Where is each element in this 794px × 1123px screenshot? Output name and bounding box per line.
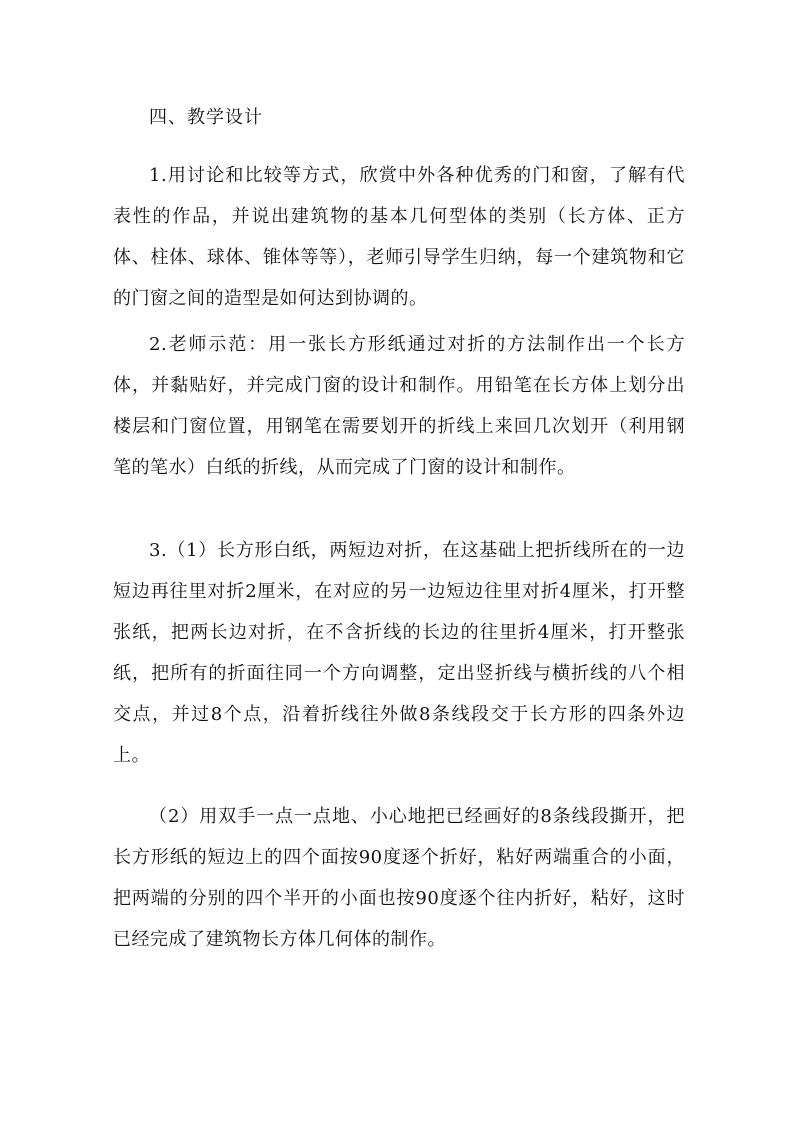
paragraph-3: 3.（1）长方形白纸，两短边对折，在这基础上把折线所在的一边短边再往里对折2厘米，在对应的另一边短边往里对折4厘米，打开整张纸，把两长边对折，在不含折线的长边的往里折4厘米，打开整张纸，把所有的折面往同一个方向调整，定出竖折线与横折线的八个相交点，并过8个点，沿着折线往外做8条线段交于长方形的四条外边上。 [113,540,685,766]
paragraph-2: 2.老师示范：用一张长方形纸通过对折的方法制作出一个长方体，并黏贴好，并完成门窗的设计和制作。用铅笔在长方体上划分出楼层和门窗位置，用钢笔在需要划开的折线上来回几次划开（利用钢笔的笔水）白纸的折线，从而完成了门窗的设计和制作。 [113,334,685,478]
paragraph-4: （2）用双手一点一点地、小心地把已经画好的8条线段撕开，把长方形纸的短边上的四个面按90度逐个折好，粘好两端重合的小面，把两端的分别的四个半开的小面也按90度逐个往内折好，粘好，这时已经完成了建筑物长方体几何体的制作。 [113,806,685,950]
section-heading: 四、教学设计 [149,107,263,128]
paragraph-1: 1.用讨论和比较等方式，欣赏中外各种优秀的门和窗，了解有代表性的作品，并说出建筑物的基本几何型体的类别（长方体、正方体、柱体、球体、锥体等等），老师引导学生归纳，每一个建筑物和它的门窗之间的造型是如何达到协调的。 [113,165,685,309]
